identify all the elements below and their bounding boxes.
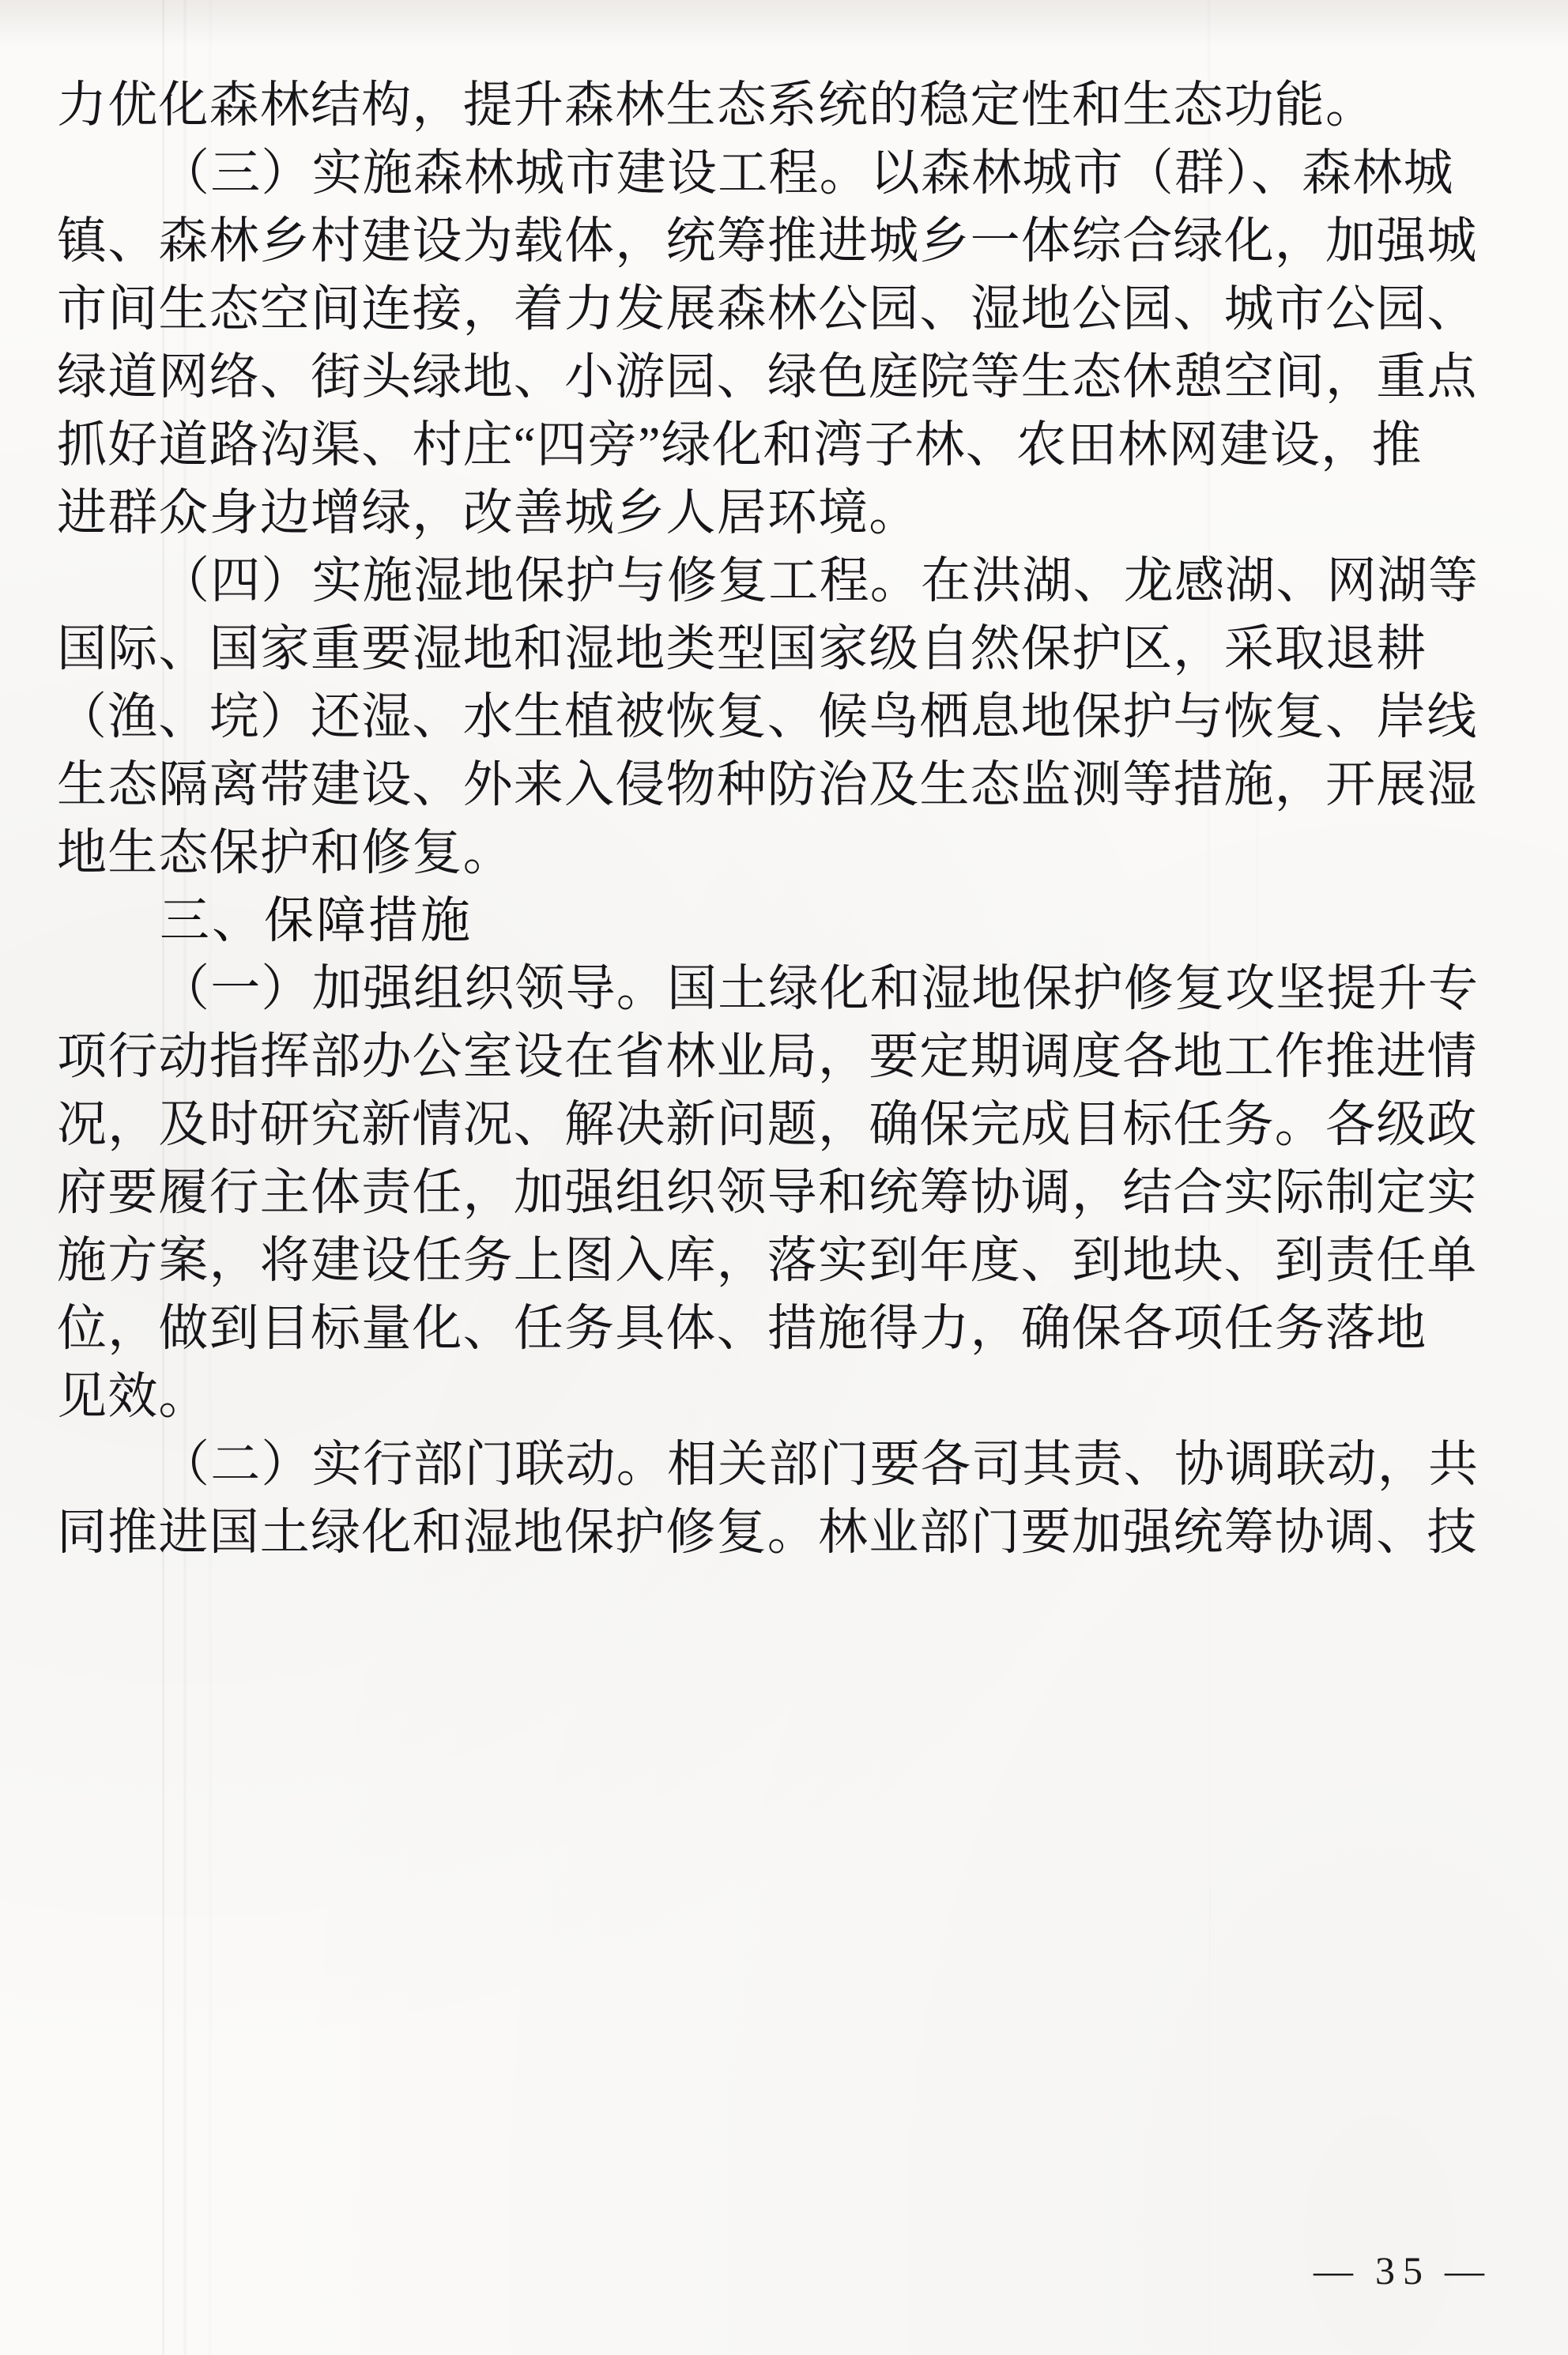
paragraph-san-forest-city	[57, 139, 1511, 547]
text-line: 同推进国土绿化和湿地保护修复。林业部门要加强统筹协调、技	[57, 1505, 1478, 1560]
paragraph-yi-strengthen-leadership	[57, 955, 1511, 1430]
text-line: 府要履行主体责任，加强组织领导和统筹协调，结合实际制定实	[57, 1165, 1478, 1220]
text-line: 进群众身边增绿，改善城乡人居环境。	[57, 485, 920, 541]
text-line: 见效。	[57, 1369, 209, 1424]
text-line: 地生态保护和修复。	[57, 825, 514, 880]
text-line: 生态隔离带建设、外来入侵物种防治及生态监测等措施，开展湿	[57, 757, 1478, 812]
text-line: 力优化森林结构，提升森林生态系统的稳定性和生态功能。	[57, 77, 1377, 133]
paragraph-si-wetland-protection	[57, 547, 1511, 887]
paragraph-er-department-coordination	[57, 1430, 1511, 1566]
text-line: 绿道网络、街头绿地、小游园、绿色庭院等生态休憩空间，重点	[57, 349, 1478, 405]
footer-dash-left: —	[1314, 2248, 1361, 2293]
document-body	[57, 71, 1511, 1566]
text-line: 抓好道路沟渠、村庄“四旁”绿化和湾子林、农田林网建设，推	[57, 417, 1423, 473]
text-line: 镇、森林乡村建设为载体，统筹推进城乡一体综合绿化，加强城	[57, 213, 1478, 269]
text-line: （四）实施湿地保护与修复工程。在洪湖、龙感湖、网湖等	[160, 553, 1479, 609]
text-line: （三）实施森林城市建设工程。以森林城市（群）、森林城	[160, 145, 1454, 201]
text-line: （二）实行部门联动。相关部门要各司其责、协调联动，共	[160, 1437, 1479, 1492]
text-line: 国际、国家重要湿地和湿地类型国家级自然保护区，采取退耕	[57, 621, 1427, 676]
text-line: 位，做到目标量化、任务具体、措施得力，确保各项任务落地	[57, 1301, 1427, 1356]
text-line: 况，及时研究新情况、解决新问题，确保完成目标任务。各级政	[57, 1097, 1478, 1152]
section-heading-safeguards-block	[57, 887, 1511, 955]
section-heading-safeguards: 三、保障措施	[160, 893, 473, 948]
page-number: 35	[1375, 2248, 1430, 2293]
text-line: 市间生态空间连接，着力发展森林公园、湿地公园、城市公园、	[57, 281, 1478, 337]
text-line: （一）加强组织领导。国土绿化和湿地保护修复攻坚提升专	[160, 961, 1479, 1016]
text-line: （渔、垸）还湿、水生植被恢复、候鸟栖息地保护与恢复、岸线	[57, 689, 1478, 744]
continued-paragraph-forest-structure	[57, 71, 1511, 139]
text-line: 项行动指挥部办公室设在省林业局，要定期调度各地工作推进情	[57, 1029, 1478, 1084]
page-footer	[0, 2248, 1492, 2293]
footer-dash-right: —	[1445, 2248, 1492, 2293]
text-line: 施方案，将建设任务上图入库，落实到年度、到地块、到责任单	[57, 1233, 1478, 1288]
